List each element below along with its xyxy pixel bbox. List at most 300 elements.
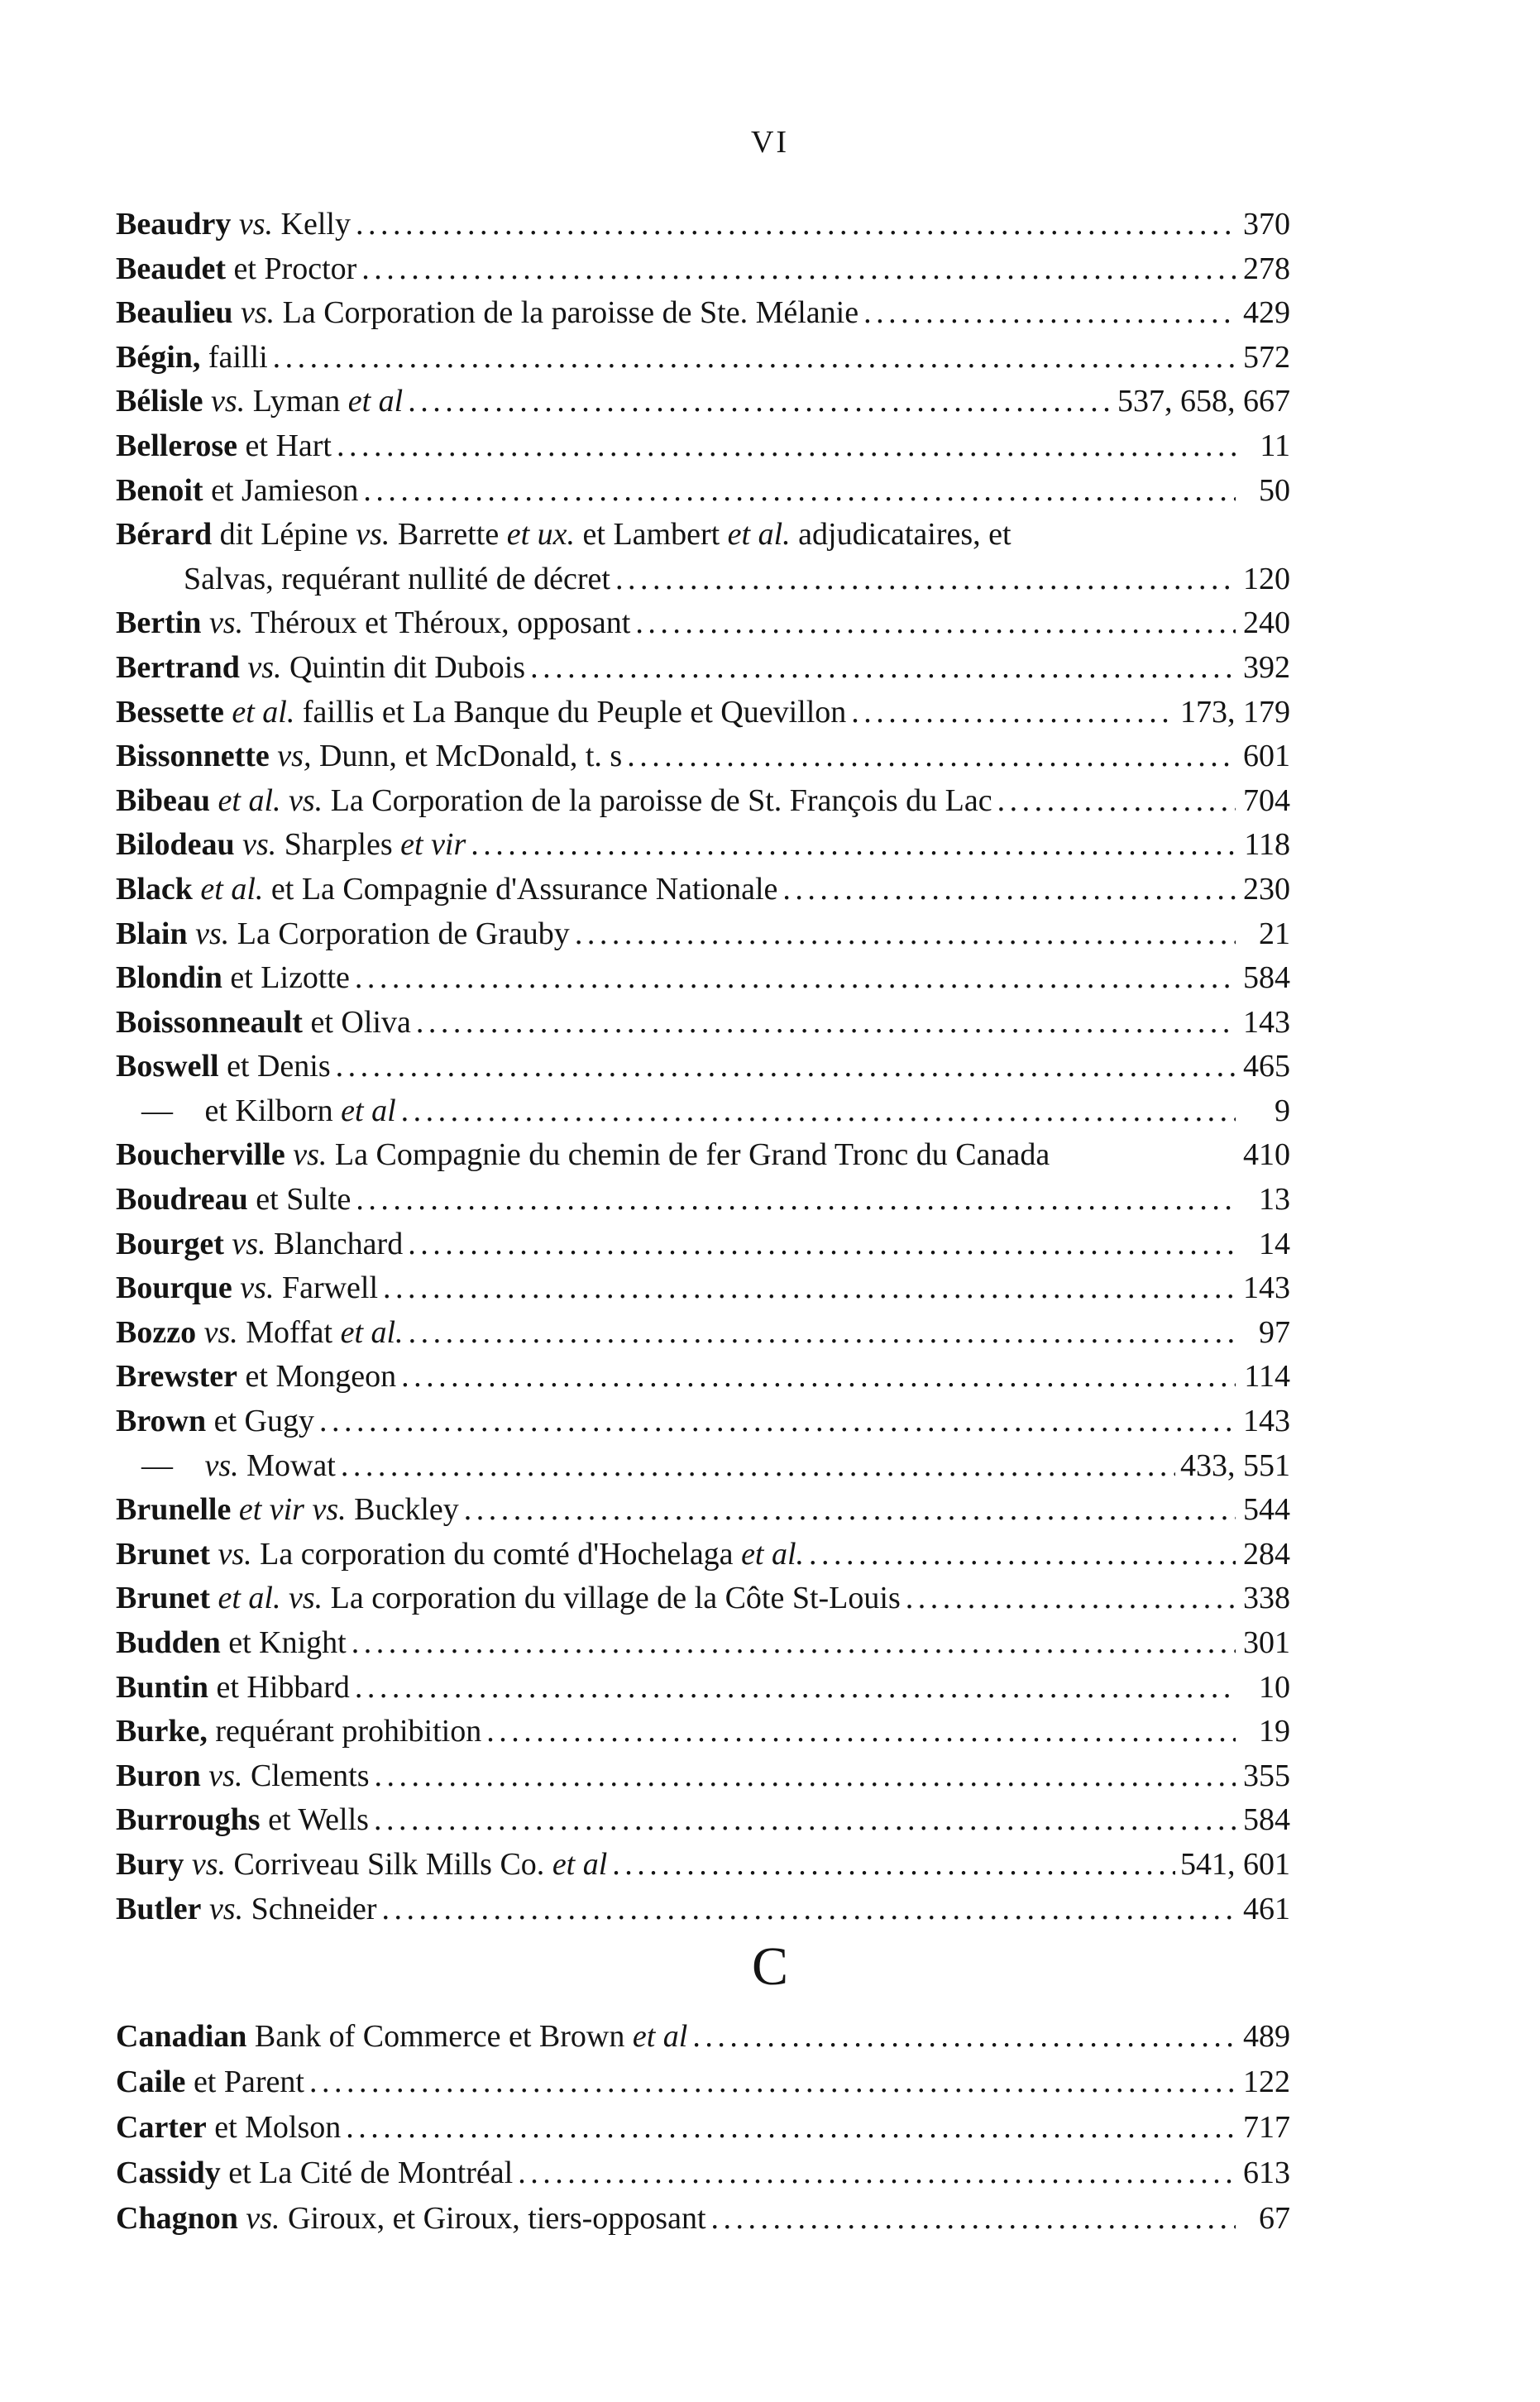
- entry-text-part: Blanchard: [265, 1226, 404, 1261]
- entry-text-part: Bank of Commerce et Brown: [246, 2019, 633, 2054]
- leader-dots: [319, 1400, 1236, 1444]
- entry-text-part: Mowat: [238, 1447, 336, 1483]
- page-reference: 143: [1243, 1004, 1290, 1040]
- index-entry: [116, 912, 1290, 957]
- entry-text: [116, 1488, 459, 1533]
- page-reference: 9: [1275, 1093, 1290, 1128]
- entry-text-part: [184, 1847, 192, 1882]
- leader-dots: [627, 734, 1236, 779]
- entry-text: [116, 1223, 403, 1267]
- page-reference: 118: [1244, 827, 1290, 863]
- party-name: Chagnon: [116, 2201, 238, 2236]
- party-name: Boucherville: [116, 1137, 285, 1173]
- leader-dots: [383, 1266, 1236, 1311]
- entry-text: [116, 203, 351, 247]
- index-entry: [116, 1045, 1290, 1089]
- page-reference: 429: [1243, 295, 1290, 331]
- page-reference: 230: [1243, 871, 1290, 907]
- entry-text-part: et Mongeon: [237, 1359, 397, 1395]
- entry-text: [116, 1045, 331, 1089]
- entry-text-part: [193, 872, 201, 907]
- entry-text-part: et Parent: [185, 2065, 304, 2099]
- entry-text-part: [203, 384, 212, 419]
- entry-text-part: Moffat: [237, 1314, 341, 1350]
- entry-text: [116, 2060, 304, 2105]
- index-entry: [116, 2014, 1290, 2060]
- party-name: Bibeau: [116, 782, 211, 818]
- italic-term: et al.: [727, 517, 791, 553]
- entry-text: [116, 734, 622, 779]
- entry-text: [116, 1266, 378, 1311]
- italic-term: vs.: [238, 207, 274, 242]
- page-reference: 21: [1259, 916, 1290, 951]
- index-entry: [116, 557, 1290, 602]
- entry-text-part: Farwell: [274, 1270, 379, 1306]
- italic-term: et al.: [200, 871, 264, 907]
- entry-text: [116, 336, 268, 380]
- entry-text-part: et La Compagnie d'Assurance Nationale: [263, 871, 778, 907]
- entry-text-part: [196, 1315, 204, 1350]
- page-reference: 10: [1259, 1669, 1290, 1705]
- entry-text: [116, 469, 358, 514]
- index-entry: [116, 646, 1290, 691]
- party-name: Bissonnette: [116, 739, 270, 774]
- page-reference: 143: [1243, 1270, 1290, 1306]
- entry-text-part: Théroux et Théroux, opposant: [243, 605, 631, 641]
- page-reference: 13: [1259, 1182, 1290, 1218]
- index-entry: [116, 1488, 1290, 1533]
- entry-text-part: et Sulte: [247, 1182, 352, 1218]
- entry-text: [116, 1754, 370, 1799]
- entry-text-part: [231, 1492, 239, 1527]
- index-entry: [116, 1533, 1290, 1577]
- italic-term: vs.: [356, 517, 390, 553]
- index-entry: [116, 1444, 1290, 1489]
- party-name: Brown: [116, 1404, 207, 1439]
- entry-text-part: [201, 605, 209, 640]
- page-reference: 433, 551: [1180, 1447, 1290, 1483]
- entry-text-part: et Hibbard: [208, 1669, 350, 1705]
- entry-text: [116, 1311, 404, 1356]
- index-section-c: [116, 2014, 1290, 2242]
- entry-text-part: [224, 695, 232, 730]
- entry-text: [116, 868, 777, 912]
- page-reference: 284: [1243, 1536, 1290, 1572]
- entry-text: [116, 1843, 607, 1888]
- leader-dots: [782, 868, 1236, 912]
- section-letter: C: [751, 1936, 789, 1997]
- page-reference: 14: [1259, 1226, 1290, 1261]
- index-entry: [116, 2196, 1290, 2242]
- party-name: Brunelle: [116, 1492, 232, 1528]
- leader-dots: [486, 1710, 1236, 1754]
- italic-term: et al.: [741, 1536, 805, 1572]
- entry-text: [116, 1444, 336, 1489]
- leader-dots: [363, 469, 1236, 514]
- italic-term: vs.: [191, 1846, 227, 1882]
- entry-text: [116, 1400, 314, 1444]
- page-reference: 601: [1243, 739, 1290, 774]
- entry-text-part: et Hart: [237, 428, 332, 463]
- leader-dots: [464, 1488, 1236, 1533]
- party-name: Burroughs: [116, 1802, 261, 1838]
- leader-dots: [336, 1045, 1236, 1089]
- page-reference: 143: [1243, 1404, 1290, 1439]
- index-entry: [116, 1133, 1290, 1178]
- italic-term: et vir: [400, 827, 466, 863]
- entry-text-part: requérant prohibition: [207, 1714, 482, 1749]
- entry-text-part: Corriveau Silk Mills Co.: [226, 1846, 552, 1882]
- page-reference: 19: [1259, 1714, 1290, 1749]
- page-reference: 240: [1243, 605, 1290, 641]
- leader-dots: [352, 1621, 1236, 1666]
- party-name: Boswell: [116, 1049, 219, 1084]
- entry-text: [116, 1666, 350, 1711]
- party-name: Carter: [116, 2110, 207, 2145]
- index-entry: [116, 247, 1290, 292]
- leader-dots: [997, 779, 1236, 824]
- party-name: Budden: [116, 1625, 221, 1660]
- italic-term: vs.: [208, 1758, 243, 1793]
- index-entry: [116, 1621, 1290, 1666]
- entry-text: [116, 1178, 351, 1223]
- italic-term: vs.: [247, 649, 282, 685]
- index-entry: [116, 1266, 1290, 1311]
- leader-dots: [361, 247, 1236, 292]
- italic-term: vs.: [204, 1447, 239, 1483]
- page-reference: 370: [1243, 207, 1290, 242]
- entry-text: [116, 2196, 706, 2242]
- party-name: Caile: [116, 2065, 186, 2099]
- ditto-dash: —: [141, 1447, 173, 1483]
- page-reference: 392: [1243, 649, 1290, 685]
- party-name: Black: [116, 871, 193, 907]
- index-entry: [116, 601, 1290, 646]
- entry-text-part: et Molson: [206, 2110, 342, 2145]
- index-entry: [116, 1311, 1290, 1356]
- leader-dots: [401, 1355, 1236, 1400]
- index-entry: [116, 1355, 1290, 1400]
- italic-term: et vir vs.: [238, 1492, 347, 1528]
- entry-text-part: [238, 2201, 246, 2236]
- party-name: Beaudet: [116, 251, 226, 286]
- italic-term: vs.: [240, 1270, 275, 1306]
- entry-text: [116, 1133, 1050, 1178]
- party-name: Bury: [116, 1846, 184, 1882]
- leader-dots: [692, 2014, 1236, 2060]
- page-reference: 278: [1243, 251, 1290, 286]
- index-entry: [116, 1577, 1290, 1621]
- party-name: Bessette: [116, 694, 224, 730]
- leader-dots: [471, 823, 1236, 868]
- italic-term: et al.: [340, 1314, 404, 1350]
- entry-text-part: Quintin dit Dubois: [281, 649, 526, 685]
- leader-dots: [906, 1577, 1236, 1621]
- entry-text: [116, 247, 356, 292]
- index-entry: [116, 1223, 1290, 1267]
- index-entry: [116, 469, 1290, 514]
- party-name: Bilodeau: [116, 827, 235, 863]
- index-entry: [116, 1400, 1290, 1444]
- entry-text: [116, 691, 846, 735]
- entry-text: [116, 513, 1012, 557]
- italic-term: et al: [632, 2019, 688, 2054]
- italic-term: et al. vs.: [218, 1581, 323, 1616]
- page-reference: 541, 601: [1180, 1846, 1290, 1882]
- party-name: Benoit: [116, 472, 203, 508]
- party-name: Beaulieu: [116, 295, 233, 331]
- entry-text: [116, 601, 630, 646]
- party-name: Blondin: [116, 960, 222, 996]
- italic-term: vs.: [232, 1226, 266, 1261]
- leader-dots: [309, 2060, 1236, 2105]
- entry-text-part: [232, 295, 241, 330]
- party-name: Cassidy: [116, 2156, 221, 2190]
- leader-dots: [375, 1754, 1236, 1799]
- index-entry: [116, 1089, 1290, 1134]
- italic-term: et al: [552, 1846, 608, 1882]
- party-name: Brewster: [116, 1359, 238, 1395]
- leader-dots: [408, 380, 1112, 424]
- entry-text-part: et La Cité de Montréal: [220, 2156, 514, 2190]
- entry-text-part: [201, 1892, 209, 1926]
- page-reference: 50: [1259, 472, 1290, 508]
- page-reference: 355: [1243, 1758, 1290, 1793]
- page-reference: 465: [1243, 1049, 1290, 1084]
- entry-text: [116, 646, 525, 691]
- entry-text-part: et Lizotte: [222, 960, 350, 996]
- party-name: Butler: [116, 1891, 202, 1926]
- leader-dots: [615, 557, 1236, 602]
- party-name: Bertrand: [116, 649, 240, 685]
- index-entry: [116, 1710, 1290, 1754]
- entry-text: [116, 1001, 411, 1045]
- index-entry: [116, 424, 1290, 469]
- italic-term: et ux.: [506, 517, 576, 553]
- leader-dots: [346, 2105, 1236, 2151]
- page-reference: 704: [1243, 782, 1290, 818]
- page-reference: 301: [1243, 1625, 1290, 1660]
- party-name: Bellerose: [116, 428, 238, 463]
- entry-text-part: Dunn, et McDonald, t. s: [311, 739, 623, 774]
- italic-term: et al: [341, 1093, 396, 1128]
- leader-dots: [337, 424, 1236, 469]
- index-entry: [116, 956, 1290, 1001]
- entry-text: [116, 1533, 804, 1577]
- entry-text-part: Clements: [242, 1758, 370, 1793]
- page-reference: 114: [1244, 1359, 1290, 1395]
- entry-text-part: Giroux, et Giroux, tiers-opposant: [280, 2201, 706, 2236]
- page-reference: 67: [1259, 2201, 1290, 2236]
- entry-text: [116, 2105, 341, 2151]
- index-entry: [116, 734, 1290, 779]
- page-reference: 461: [1243, 1891, 1290, 1926]
- entry-text-part: adjudicataires, et: [790, 517, 1012, 553]
- leader-dots: [382, 1888, 1236, 1932]
- page-reference: 489: [1243, 2019, 1290, 2054]
- entry-text: [116, 1577, 901, 1621]
- italic-term: vs.: [211, 384, 246, 419]
- leader-dots: [416, 1001, 1236, 1045]
- index-entry: [116, 1888, 1290, 1932]
- party-name: Burke,: [116, 1714, 208, 1749]
- entry-text-part: La Corporation de Grauby: [229, 916, 570, 951]
- entry-text-part: failli: [200, 339, 268, 375]
- entry-text-part: La corporation du comté d'Hochelaga: [251, 1536, 742, 1572]
- party-name: Beaudry: [116, 207, 232, 242]
- entry-text: [116, 2151, 513, 2196]
- italic-term: vs.: [195, 916, 230, 951]
- entry-text-part: [201, 1758, 209, 1793]
- index-section-b: [116, 203, 1290, 1931]
- entry-text: [116, 823, 466, 868]
- leader-dots: [635, 601, 1236, 646]
- leader-dots: [401, 1089, 1236, 1134]
- entry-text-part: [270, 739, 278, 773]
- ditto-dash: —: [141, 1093, 173, 1128]
- index-entry: [116, 336, 1290, 380]
- party-name: Bozzo: [116, 1314, 197, 1350]
- entry-text-part: Sharples: [276, 827, 401, 863]
- party-name: Canadian: [116, 2019, 247, 2054]
- entry-text-part: La corporation du village de la Côte St-Louis: [323, 1581, 901, 1616]
- entry-text-part: [210, 783, 218, 818]
- page-number: VI: [750, 125, 790, 160]
- index-entry: [116, 779, 1290, 824]
- leader-dots: [612, 1843, 1175, 1888]
- page-reference: 120: [1243, 561, 1290, 596]
- leader-dots: [374, 1798, 1236, 1843]
- entry-text: [116, 380, 403, 424]
- entry-text-part: La Compagnie du chemin de fer Grand Tronc du Canada: [327, 1137, 1050, 1173]
- index-entry: [116, 823, 1290, 868]
- page-reference: 338: [1243, 1581, 1290, 1616]
- leader-dots: [341, 1444, 1175, 1489]
- leader-dots: [863, 291, 1236, 336]
- party-name: Boudreau: [116, 1182, 248, 1218]
- leader-dots: [809, 1533, 1236, 1577]
- entry-text: [116, 956, 350, 1001]
- entry-text-part: [235, 827, 243, 862]
- leader-dots: [355, 1666, 1236, 1711]
- index-entry: [116, 868, 1290, 912]
- page-reference: 613: [1243, 2156, 1290, 2190]
- italic-term: et al: [347, 384, 404, 419]
- party-name: Brunet: [116, 1581, 210, 1616]
- italic-term: et al.: [232, 694, 295, 730]
- entry-text-part: dit Lépine: [212, 517, 356, 553]
- index-entry: [116, 1754, 1290, 1799]
- entry-text-part: et Knight: [220, 1625, 347, 1660]
- page-reference: 572: [1243, 339, 1290, 375]
- italic-term: et al. vs.: [218, 782, 323, 818]
- leader-dots: [273, 336, 1236, 380]
- entry-text: [116, 424, 332, 469]
- entry-text-part: Salvas, requérant nullité de décret: [184, 561, 610, 596]
- entry-text-part: faillis et La Banque du Peuple et Quevillon: [294, 694, 847, 730]
- entry-text-part: [188, 916, 196, 951]
- entry-text: [116, 779, 992, 824]
- page-reference: 717: [1243, 2110, 1290, 2145]
- index-entry: [116, 1843, 1290, 1888]
- entry-text-part: et Proctor: [226, 251, 357, 286]
- entry-text-part: La Corporation de la paroisse de Ste. Mélanie: [275, 295, 859, 331]
- party-name: Blain: [116, 916, 188, 951]
- entry-text: [116, 1621, 347, 1666]
- index-entry: [116, 1178, 1290, 1223]
- index-entry: [116, 291, 1290, 336]
- entry-text-part: et Lambert: [575, 517, 728, 553]
- entry-text-part: Buckley: [346, 1492, 459, 1528]
- party-name: Brunet: [116, 1536, 210, 1572]
- page-reference: 537, 658, 667: [1117, 384, 1290, 419]
- italic-term: vs.: [242, 827, 277, 863]
- leader-dots: [409, 1311, 1236, 1356]
- index-entry: [116, 1666, 1290, 1711]
- party-name: Bélisle: [116, 384, 203, 419]
- party-name: Boissonneault: [116, 1004, 303, 1040]
- leader-dots: [408, 1223, 1236, 1267]
- index-entry: [116, 2105, 1290, 2151]
- entry-text: [116, 1355, 396, 1400]
- italic-term: vs.: [208, 605, 244, 641]
- page-reference: 97: [1259, 1314, 1290, 1350]
- leader-dots: [355, 956, 1236, 1001]
- entry-text-part: [210, 1581, 218, 1615]
- entry-text: [116, 1710, 481, 1754]
- page-reference: 544: [1243, 1492, 1290, 1528]
- entry-text-part: [232, 1270, 241, 1305]
- index-entry: [116, 203, 1290, 247]
- italic-term: vs.: [240, 295, 275, 331]
- party-name: Bourget: [116, 1226, 224, 1261]
- entry-text: [116, 912, 570, 957]
- leader-dots: [356, 203, 1236, 247]
- leader-dots: [575, 912, 1236, 957]
- italic-term: vs.: [208, 1891, 244, 1926]
- party-name: Buntin: [116, 1669, 208, 1705]
- leader-dots: [530, 646, 1236, 691]
- leader-dots: [851, 691, 1175, 735]
- leader-dots: [518, 2151, 1236, 2196]
- entry-text-part: [197, 1448, 205, 1483]
- entry-text-part: et Oliva: [302, 1004, 411, 1040]
- party-name: Buron: [116, 1758, 201, 1793]
- entry-text-part: [240, 650, 248, 685]
- page-reference: 410: [1243, 1137, 1290, 1173]
- entry-text: [116, 1888, 377, 1932]
- page-reference: 173, 179: [1180, 694, 1290, 730]
- italic-term: vs.: [218, 1536, 252, 1572]
- index-entry: [116, 513, 1290, 557]
- index-entry: [116, 1001, 1290, 1045]
- entry-text-part: [285, 1137, 294, 1172]
- party-name: Bertin: [116, 605, 202, 641]
- italic-term: vs.: [203, 1314, 238, 1350]
- italic-term: vs,: [277, 739, 312, 774]
- entry-text-part: Lyman: [245, 384, 348, 419]
- index-entry: [116, 2151, 1290, 2196]
- index-entry: [116, 691, 1290, 735]
- party-name: Bégin,: [116, 339, 201, 375]
- entry-text-part: [210, 1537, 218, 1572]
- leader-dots: [711, 2196, 1236, 2242]
- page-reference: 122: [1243, 2065, 1290, 2099]
- entry-text: [116, 2014, 687, 2060]
- entry-text: [116, 291, 858, 336]
- entry-text-part: Schneider: [243, 1891, 377, 1926]
- index-entry: [116, 1798, 1290, 1843]
